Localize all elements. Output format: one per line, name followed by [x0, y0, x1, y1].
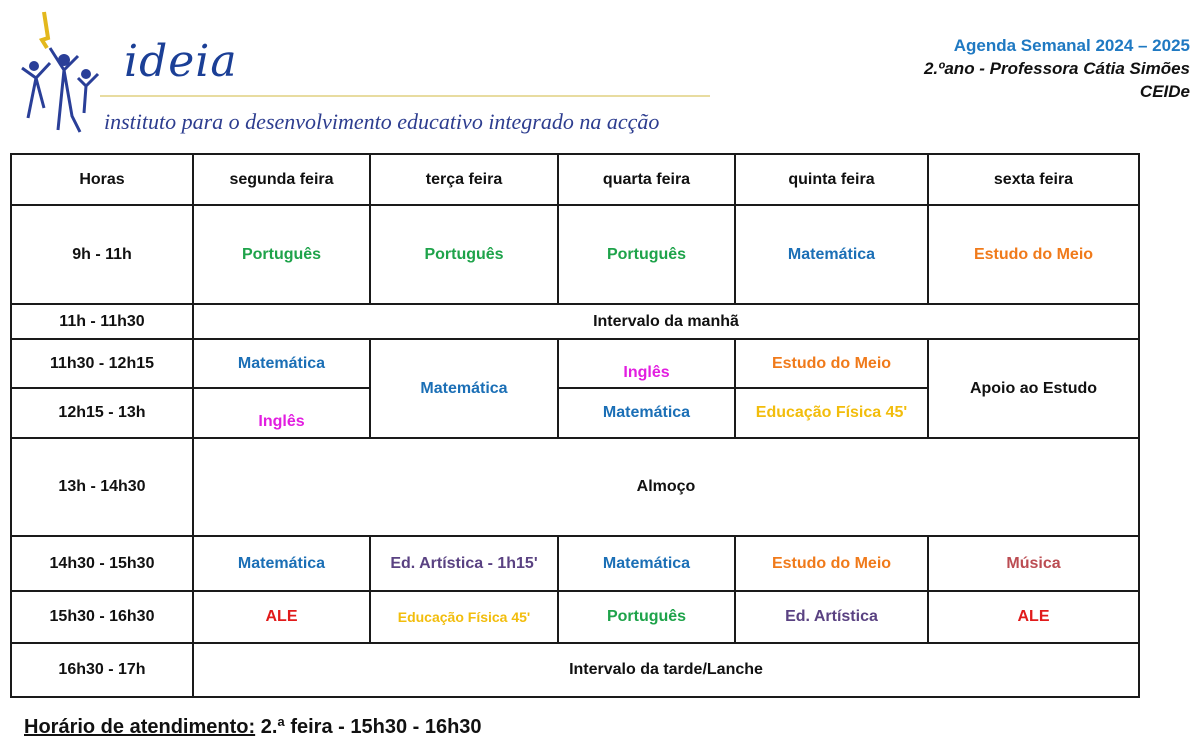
- hour-cell: 16h30 - 17h: [11, 643, 193, 697]
- subject-cell: ALE: [193, 591, 370, 643]
- subject-cell: Matemática: [193, 339, 370, 388]
- table-row: [11, 591, 1139, 643]
- subject-cell: Matemática: [193, 536, 370, 591]
- subject-cell: Educação Física 45': [370, 591, 558, 643]
- logo-divider: [100, 95, 710, 97]
- subject-cell: Português: [558, 205, 735, 304]
- subject-cell: Educação Física 45': [735, 388, 928, 438]
- header-cell: terça feira: [370, 154, 558, 205]
- hour-cell: 14h30 - 15h30: [11, 536, 193, 591]
- subject-cell: Apoio ao Estudo: [928, 339, 1139, 438]
- hour-cell: 11h - 11h30: [11, 304, 193, 339]
- subject-cell: Português: [370, 205, 558, 304]
- children-figures-icon: [14, 8, 104, 138]
- hour-cell: 13h - 14h30: [11, 438, 193, 536]
- header-info: [924, 34, 1190, 103]
- office-hours-label: Horário de atendimento:: [24, 716, 256, 738]
- subject-cell: ALE: [928, 591, 1139, 643]
- subject-cell: Matemática: [370, 339, 558, 438]
- subject-cell: Matemática: [558, 388, 735, 438]
- subject-cell: Ed. Artística - 1h15': [370, 536, 558, 591]
- office-hours: [24, 716, 482, 739]
- subject-cell: Inglês: [558, 339, 735, 388]
- subject-cell: Estudo do Meio: [735, 536, 928, 591]
- logo-tagline: instituto para o desenvolvimento educativo integrado na acção: [104, 109, 660, 134]
- subject-cell: Matemática: [558, 536, 735, 591]
- table-row: [11, 643, 1139, 697]
- school-name: CEIDe: [1139, 82, 1190, 101]
- weekly-schedule-table: [10, 153, 1140, 698]
- subject-cell: Inglês: [193, 388, 370, 438]
- subject-cell: Estudo do Meio: [928, 205, 1139, 304]
- subject-cell: Ed. Artística: [735, 591, 928, 643]
- table-row: [11, 304, 1139, 339]
- hour-cell: 12h15 - 13h: [11, 388, 193, 438]
- subject-cell: Português: [558, 591, 735, 643]
- ideia-logo: [14, 8, 714, 138]
- morning-break-cell: Intervalo da manhã: [193, 304, 1139, 339]
- office-hours-value: 2.ª feira - 15h30 - 16h30: [255, 716, 482, 738]
- agenda-title: Agenda Semanal 2024 – 2025: [953, 36, 1190, 55]
- header-cell: Horas: [11, 154, 193, 205]
- header-cell: quarta feira: [558, 154, 735, 205]
- afternoon-break-cell: Intervalo da tarde/Lanche: [193, 643, 1139, 697]
- table-row: [11, 205, 1139, 304]
- table-row: [11, 536, 1139, 591]
- header-cell: quinta feira: [735, 154, 928, 205]
- hour-cell: 9h - 11h: [11, 205, 193, 304]
- table-row: [11, 438, 1139, 536]
- hour-cell: 11h30 - 12h15: [11, 339, 193, 388]
- subject-cell: Português: [193, 205, 370, 304]
- hour-cell: 15h30 - 16h30: [11, 591, 193, 643]
- logo-word: ideia: [124, 36, 238, 87]
- subject-cell: Música: [928, 536, 1139, 591]
- header-cell: sexta feira: [928, 154, 1139, 205]
- table-row: [11, 339, 1139, 388]
- header-row: [11, 154, 1139, 205]
- subject-cell: Estudo do Meio: [735, 339, 928, 388]
- header-cell: segunda feira: [193, 154, 370, 205]
- subject-cell: Matemática: [735, 205, 928, 304]
- lunch-cell: Almoço: [193, 438, 1139, 536]
- teacher-line: 2.ºano - Professora Cátia Simões: [923, 59, 1190, 78]
